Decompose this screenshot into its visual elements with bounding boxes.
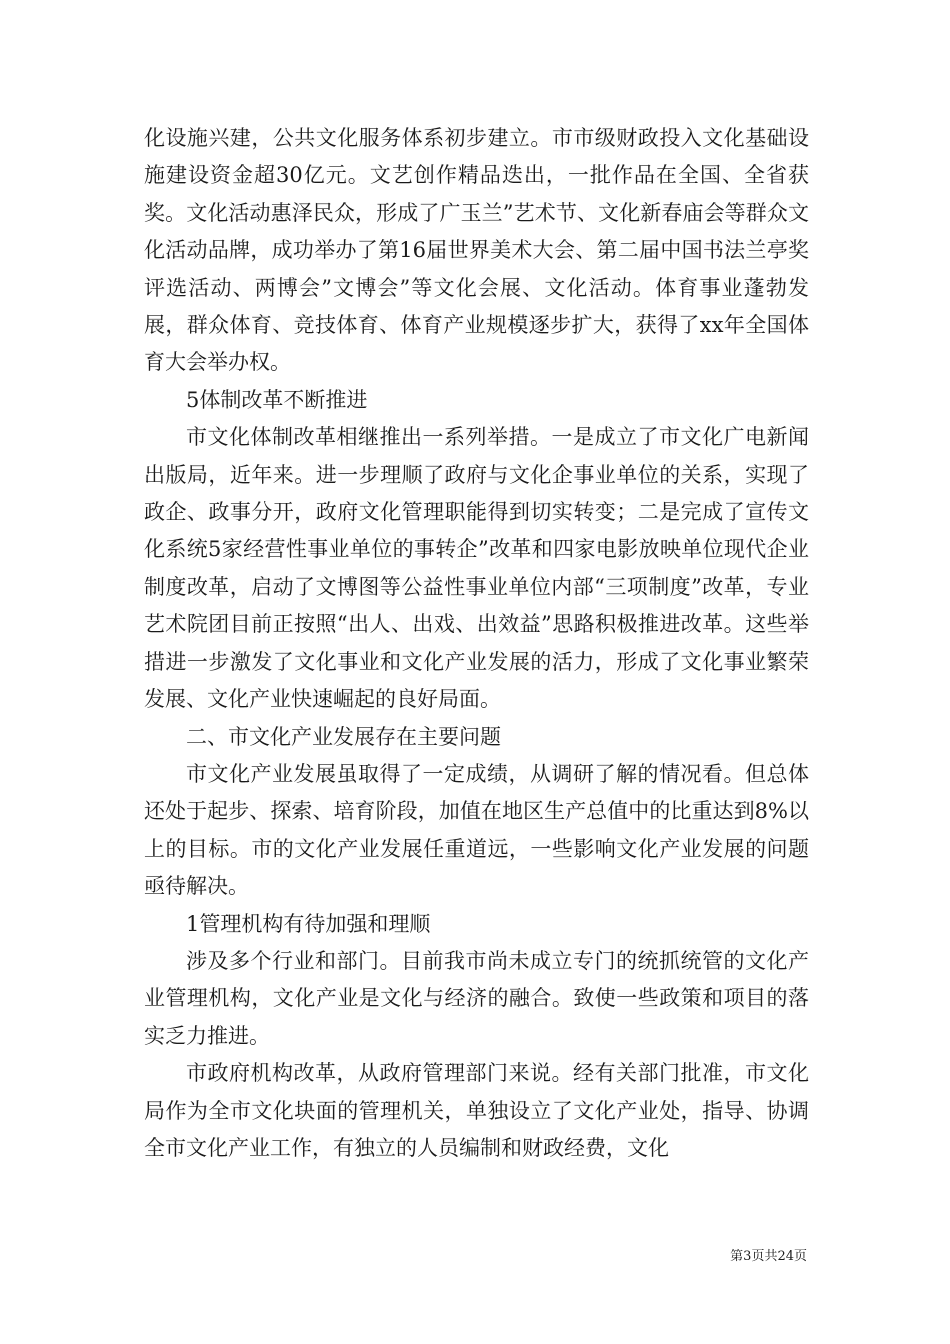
paragraph-problems-overview: 市文化产业发展虽取得了一定成绩，从调研了解的情况看。但总体还处于起步、探索、培育阶段，加值在地区生产总值中的比重达到8%以上的目标。市的文化产业发展任重道远，一些影响文化产业发展的问题亟待解决。 [144, 761, 809, 899]
section-heading-management-bodies: 1管理机构有待加强和理顺 [186, 911, 431, 936]
page-footer [0, 1249, 950, 1265]
paragraph-government-reform: 市政府机构改革，从政府管理部门来说。经有关部门批准，市文化局作为全市文化块面的管理机关，单独设立了文化产业处，指导、协调全市文化产业工作，有独立的人员编制和财政经费，文化 [144, 1061, 809, 1160]
paragraph-continuation: 化设施兴建，公共文化服务体系初步建立。市市级财政投入文化基础设施建设资金超30亿元。文艺创作精品迭出，一批作品在全国、全省获奖。文化活动惠泽民众，形成了广玉兰”艺术节、文化新春庙会等群众文化活动品牌，成功举办了第16届世界美术大会、第二届中国书法兰亭奖评选活动、两博会”文博会”等文化会展、文化活动。体育事业蓬勃发展，群众体育、竞技体育、体育产业规模逐步扩大，获得了xx年全国体育大会举办权。 [144, 126, 809, 375]
paragraph-management-bodies: 涉及多个行业和部门。目前我市尚未成立专门的统抓统管的文化产业管理机构，文化产业是文化与经济的融合。致使一些政策和项目的落实乏力推进。 [144, 948, 809, 1048]
section-heading-system-reform: 5体制改革不断推进 [186, 387, 368, 412]
document-body [144, 120, 809, 1167]
section-heading-main-problems: 二、市文化产业发展存在主要问题 [186, 724, 501, 749]
page-number-label: 第3页共24页 [730, 1249, 807, 1264]
paragraph-reform-measures: 市文化体制改革相继推出一系列举措。一是成立了市文化广电新闻出版局，近年来。进一步理顺了政府与文化企事业单位的关系，实现了政企、政事分开，政府文化管理职能得到切实转变；二是完成了宣传文化系统5家经营性事业单位的事转企”改革和四家电影放映单位现代企业制度改革，启动了文博图等公益性事业单位内部“三项制度”改革，专业艺术院团目前正按照“出人、出戏、出效益”思路积极推进改革。这些举措进一步激发了文化事业和文化产业发展的活力，形成了文化事业繁荣发展、文化产业快速崛起的良好局面。 [144, 425, 809, 712]
